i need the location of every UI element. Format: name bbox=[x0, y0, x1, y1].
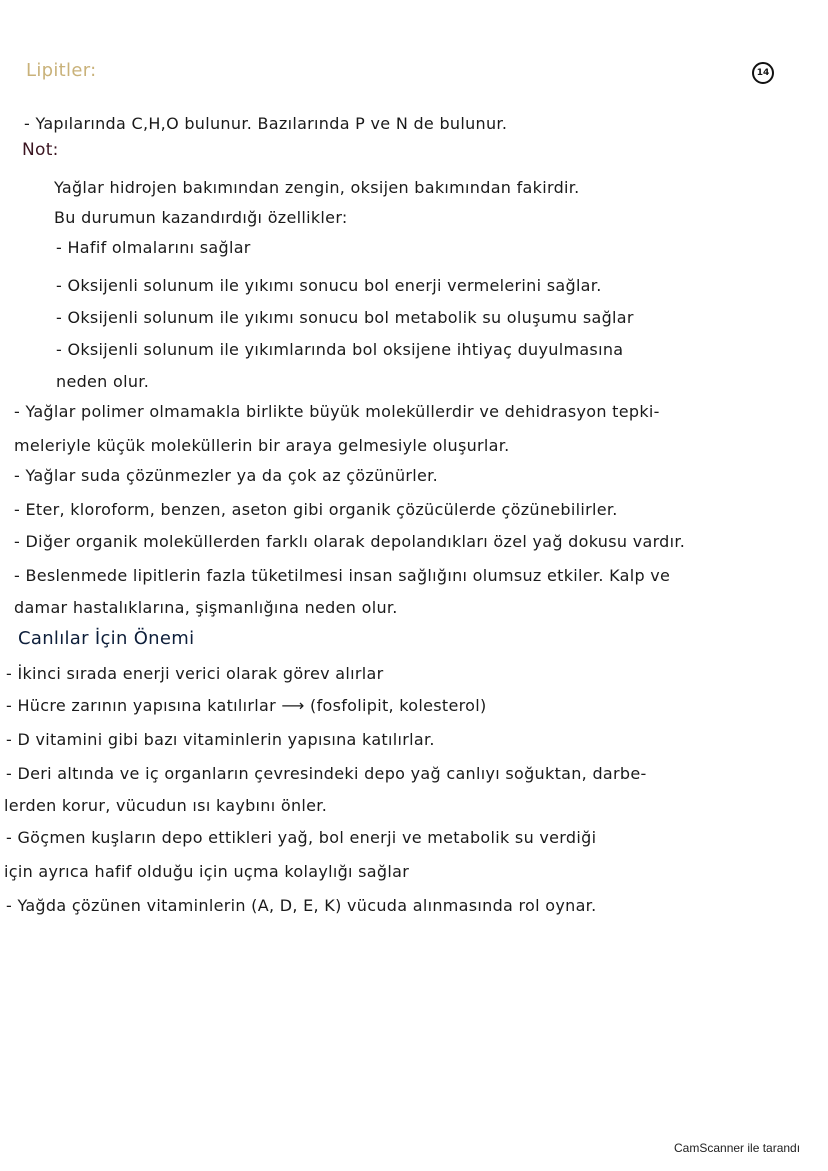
scanner-watermark: CamScanner ile tarandı bbox=[674, 1141, 801, 1155]
intro-line: - Yapılarında C,H,O bulunur. Bazılarında P ve N de bulunur. bbox=[24, 114, 508, 133]
page-number: 14 bbox=[756, 68, 770, 78]
note-line: - Oksijenli solunum ile yıkımlarında bol oksijene ihtiyaç duyulmasına bbox=[56, 340, 624, 359]
property-line: - Yağlar polimer olmamakla birlikte büyük moleküllerdir ve dehidrasyon tepki- bbox=[14, 402, 660, 421]
importance-line: - Hücre zarının yapısına katılırlar ⟶ (fosfolipit, kolesterol) bbox=[6, 696, 487, 715]
note-line: - Oksijenli solunum ile yıkımı sonucu bol metabolik su oluşumu sağlar bbox=[56, 308, 634, 327]
property-line: damar hastalıklarına, şişmanlığına neden olur. bbox=[14, 598, 398, 617]
note-label: Not: bbox=[22, 140, 59, 160]
importance-line: - İkinci sırada enerji verici olarak görev alırlar bbox=[6, 664, 384, 683]
property-line: - Beslenmede lipitlerin fazla tüketilmesi insan sağlığını olumsuz etkiler. Kalp ve bbox=[14, 566, 671, 585]
importance-line: - Deri altında ve iç organların çevresindeki depo yağ canlıyı soğuktan, darbe- bbox=[6, 764, 647, 783]
importance-line: - Yağda çözünen vitaminlerin (A, D, E, K) vücuda alınmasında rol oynar. bbox=[6, 896, 597, 915]
importance-line: - D vitamini gibi bazı vitaminlerin yapısına katılırlar. bbox=[6, 730, 435, 749]
importance-line: lerden korur, vücudun ısı kaybını önler. bbox=[4, 796, 328, 815]
section-heading: Canlılar İçin Önemi bbox=[18, 628, 195, 649]
note-line: neden olur. bbox=[56, 372, 150, 391]
property-line: - Eter, kloroform, benzen, aseton gibi organik çözücülerde çözünebilirler. bbox=[14, 500, 618, 519]
note-line: - Hafif olmalarını sağlar bbox=[56, 238, 251, 257]
importance-line: - Göçmen kuşların depo ettikleri yağ, bol enerji ve metabolik su verdiği bbox=[6, 828, 597, 847]
note-line: Yağlar hidrojen bakımından zengin, oksijen bakımından fakirdir. bbox=[54, 178, 580, 197]
page-title: Lipitler: bbox=[26, 60, 97, 81]
property-line: - Yağlar suda çözünmezler ya da çok az çözünürler. bbox=[14, 466, 438, 485]
page-number-badge bbox=[752, 62, 774, 84]
note-line: - Oksijenli solunum ile yıkımı sonucu bol enerji vermelerini sağlar. bbox=[56, 276, 602, 295]
importance-line: için ayrıca hafif olduğu için uçma kolaylığı sağlar bbox=[4, 862, 410, 881]
property-line: meleriyle küçük moleküllerin bir araya gelmesiyle oluşurlar. bbox=[14, 436, 510, 455]
note-line: Bu durumun kazandırdığı özellikler: bbox=[54, 208, 348, 227]
property-line: - Diğer organik moleküllerden farklı olarak depolandıkları özel yağ dokusu vardır. bbox=[14, 532, 686, 551]
